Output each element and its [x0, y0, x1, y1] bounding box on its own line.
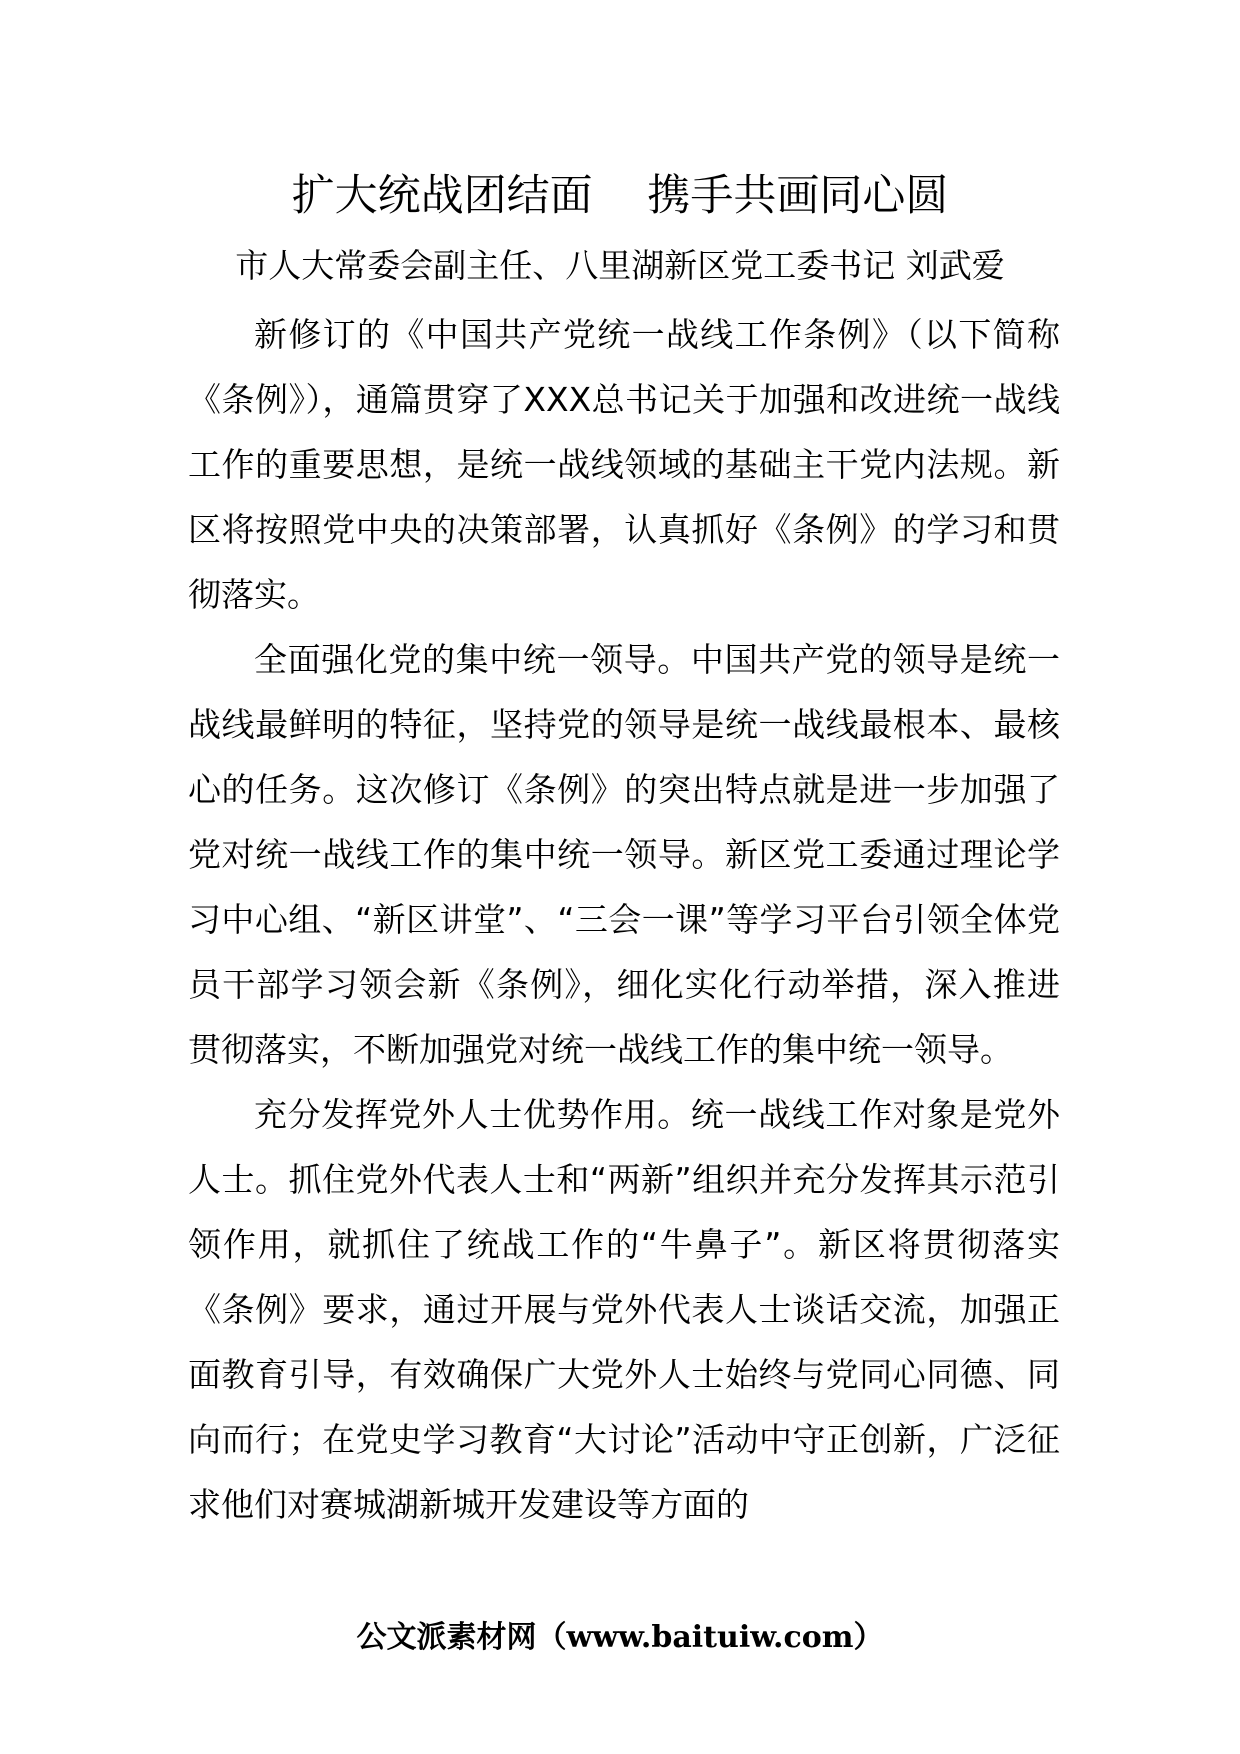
author-line: 市人大常委会副主任、八里湖新区党工委书记 刘武爱	[235, 246, 1005, 285]
footer-watermark: 公文派素材网（www.baituiw.com）	[356, 1620, 884, 1655]
document-title: 扩大统战团结面 携手共画同心圆	[291, 171, 949, 221]
paragraph-non-party: 充分发挥党外人士优势作用。统一战线工作对象是党外人士。抓住党外代表人士和“两新”组织并充分发挥其示范引领作用，就抓住了统战工作的“牛鼻子”。新区将贯彻落实《条例》要求，通过开展与党外代表人士谈话交流，加强正面教育引导，有效确保广大党外人士始终与党同心同德、同向而行；在党史学习教育“大讨论”活动中守正创新，广泛征求他们对赛城湖新城开发建设等方面的	[188, 1095, 1060, 1524]
document-body	[188, 302, 1060, 1537]
paragraph-leadership: 全面强化党的集中统一领导。中国共产党的领导是统一战线最鲜明的特征，坚持党的领导是统一战线最根本、最核心的任务。这次修订《条例》的突出特点就是进一步加强了党对统一战线工作的集中统一领导。新区党工委通过理论学习中心组、“新区讲堂”、“三会一课”等学习平台引领全体党员干部学习领会新《条例》，细化实化行动举措，深入推进贯彻落实，不断加强党对统一战线工作的集中统一领导。	[188, 640, 1060, 1069]
paragraph-intro: 新修订的《中国共产党统一战线工作条例》（以下简称《条例》），通篇贯穿了XXX总书记关于加强和改进统一战线工作的重要思想，是统一战线领域的基础主干党内法规。新区将按照党中央的决策部署，认真抓好《条例》的学习和贯彻落实。	[188, 315, 1060, 614]
